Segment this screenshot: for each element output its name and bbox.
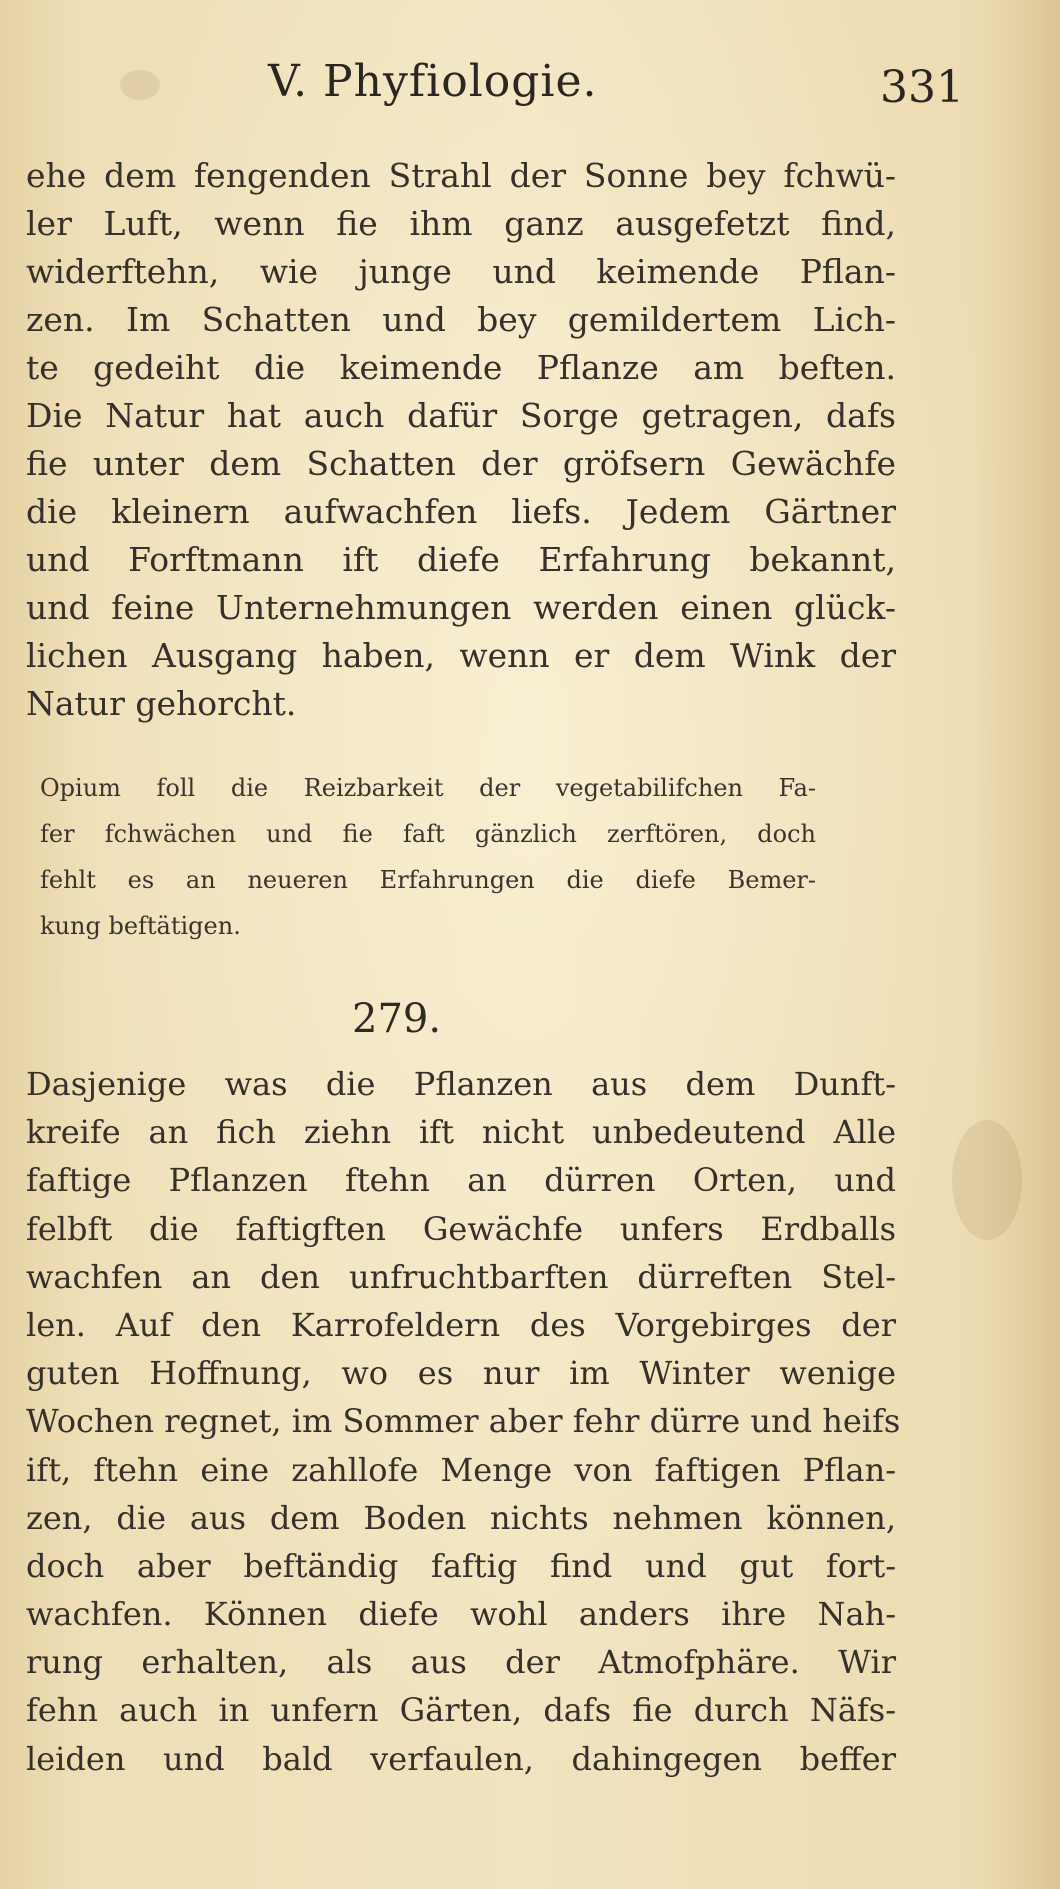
text-line: ift, ftehn eine zahllofe Menge von faftigen Pflan- — [26, 1450, 896, 1489]
text-line: Wochen regnet, im Sommer aber fehr dürre und heifs — [26, 1402, 901, 1441]
footnote-paragraph — [40, 765, 816, 949]
text-line: und Forftmann ift diefe Erfahrung bekannt, — [26, 540, 896, 579]
text-line: wachfen. Können diefe wohl anders ihre Nah- — [26, 1595, 896, 1634]
section-paragraph — [26, 1060, 901, 1783]
note-line: fer fchwächen und fie faft gänzlich zerftören, doch — [40, 820, 816, 848]
text-line: leiden und bald verfaulen, dahingegen beffer — [26, 1739, 896, 1778]
text-line: rung erhalten, als aus der Atmofphäre. Wir — [26, 1643, 896, 1682]
text-line: lichen Ausgang haben, wenn er dem Wink der — [26, 636, 896, 675]
paper-stain — [952, 1120, 1022, 1240]
running-title: V. Phyfiologie. — [268, 56, 598, 107]
note-line: fehlt es an neueren Erfahrungen die diefe Bemer- — [40, 866, 816, 894]
text-line: faftige Pflanzen ftehn an dürren Orten, und — [26, 1161, 896, 1200]
text-line: Die Natur hat auch dafür Sorge getragen, dafs — [26, 396, 896, 435]
text-line: doch aber beftändig faftig find und gut fort- — [26, 1546, 896, 1585]
text-line: Dasjenige was die Pflanzen aus dem Dunft- — [26, 1065, 896, 1103]
text-line: felbft die faftigften Gewächfe unfers Erdballs — [26, 1209, 896, 1248]
text-line: ehe dem fengenden Strahl der Sonne bey fchwü- — [26, 156, 896, 195]
text-line: fehn auch in unfern Gärten, dafs fie durch Näfs- — [26, 1691, 896, 1730]
section-number: 279. — [352, 996, 442, 1042]
text-line: te gedeiht die keimende Pflanze am beften. — [26, 348, 896, 387]
note-line: Opium foll die Reizbarkeit der vegetabilifchen Fa- — [40, 774, 816, 802]
page-header — [0, 48, 1060, 118]
body-paragraph — [26, 152, 896, 728]
text-line: widerftehn, wie junge und keimende Pflan- — [26, 252, 896, 291]
text-line: fie unter dem Schatten der gröfsern Gewächfe — [26, 444, 896, 483]
text-line: zen. Im Schatten und bey gemildertem Lich- — [26, 300, 896, 339]
text-line: len. Auf den Karrofeldern des Vorgebirges der — [26, 1305, 896, 1344]
note-line: kung beftätigen. — [40, 912, 241, 940]
page-number: 331 — [880, 62, 964, 113]
text-line: Natur gehorcht. — [26, 684, 297, 723]
text-line: zen, die aus dem Boden nichts nehmen können, — [26, 1498, 896, 1537]
text-line: ler Luft, wenn fie ihm ganz ausgefetzt find, — [26, 204, 896, 243]
text-line: guten Hoffnung, wo es nur im Winter wenige — [26, 1354, 896, 1393]
text-line: und feine Unternehmungen werden einen glück- — [26, 588, 896, 627]
text-line: die kleinern aufwachfen liefs. Jedem Gärtner — [26, 492, 896, 531]
text-line: kreife an fich ziehn ift nicht unbedeutend Alle — [26, 1113, 896, 1152]
text-line: wachfen an den unfruchtbarften dürreften Stel- — [26, 1257, 896, 1296]
